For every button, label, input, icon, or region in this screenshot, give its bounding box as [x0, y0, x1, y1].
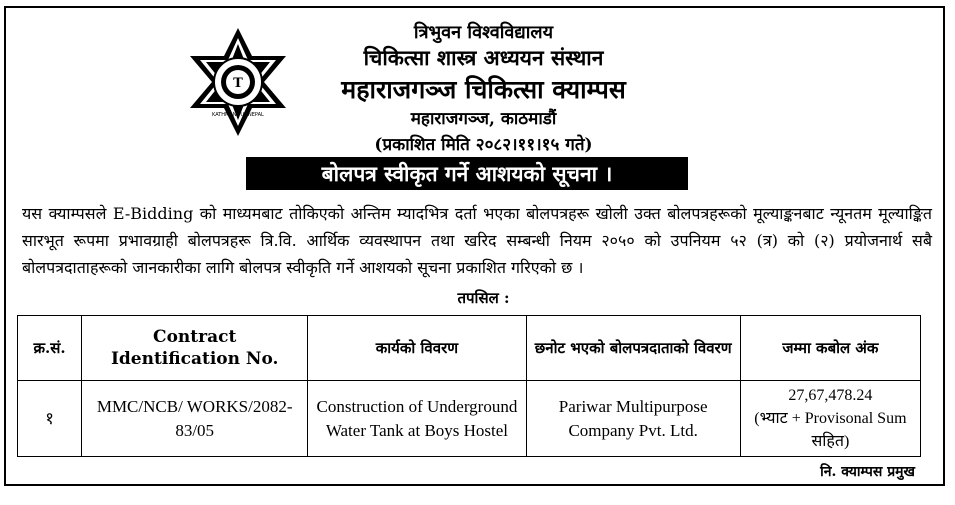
row-bidder: Pariwar Multipurpose Company Pvt. Ltd. — [526, 381, 740, 457]
emblem-letter: T — [233, 76, 243, 91]
signoff: नि. क्याम्पस प्रमुख — [820, 464, 915, 480]
published-date: (प्रकाशित मिति २०८२।११।१५ गते) — [374, 135, 593, 155]
university-name: त्रिभुवन विश्वविद्यालय — [413, 22, 554, 43]
table-header-row — [18, 316, 921, 381]
header-total-amount: जम्मा कबोल अंक — [740, 316, 920, 381]
header-serial: क्र.सं. — [18, 316, 82, 381]
header-contract-id: Contract Identification No. — [82, 316, 308, 381]
emblem-ring-text-2: NEPAL — [248, 112, 264, 118]
bid-details-table — [17, 315, 921, 457]
institute-name: चिकित्सा शास्त्र अध्ययन संस्थान — [363, 45, 604, 70]
notice-frame — [4, 6, 945, 486]
row-amount-note: (भ्याट + Provisonal Sum सहित) — [754, 410, 907, 450]
row-serial: १ — [18, 381, 82, 457]
row-work-description: Construction of Underground Water Tank at Boys Hostel — [308, 381, 526, 457]
header-selected-bidder: छनोट भएको बोलपत्रदाताको विवरण — [526, 316, 740, 381]
notice-body: यस क्याम्पसले E-Bidding को माध्यमबाट तोकिएको अन्तिम म्यादभित्र दर्ता भएका बोलपत्रहरू खोली उक्त बोलपत्रहरूको मूल्याङ्कनबाट न्यूनतम मूल्याङ्कित सारभूत रूपमा प्रभावग्राही बोलपत्रहरू त्रि.वि. आर्थिक व्यवस्थापन तथा खरिद सम्बन्धी नियम २०५० को उपनियम ५२ (त्र) को (२) प्रयोजनार्थ सबै बोलपत्रदाताहरूको जानकारीका लागि बोलपत्र स्वीकृति गर्ने आशयको सूचना प्रकाशित गरिएको छ । — [22, 204, 932, 277]
notice-title: बोलपत्र स्वीकृत गर्ने आशयको सूचना । — [246, 157, 688, 190]
row-contract-id: MMC/NCB/ WORKS/2082-83/05 — [82, 381, 308, 457]
emblem-ring-text-1: KATHMANDU — [212, 112, 245, 118]
campus-name: महाराजगञ्ज चिकित्सा क्याम्पस — [341, 75, 626, 104]
campus-location: महाराजगञ्ज, काठमाडौं — [410, 109, 557, 129]
row-amount-cell — [740, 381, 920, 457]
header-work-description: कार्यको विवरण — [308, 316, 526, 381]
row-amount: 27,67,478.24 — [788, 387, 873, 404]
table-caption: तपसिल : — [457, 289, 510, 307]
table-row — [18, 381, 921, 457]
